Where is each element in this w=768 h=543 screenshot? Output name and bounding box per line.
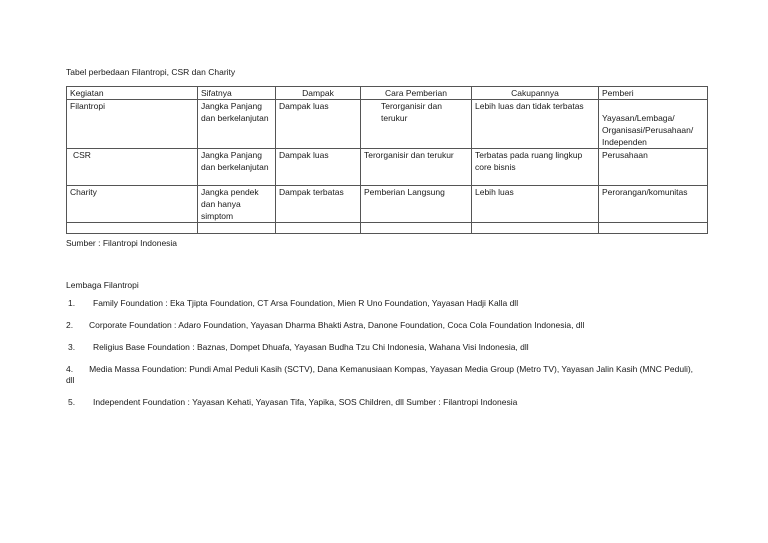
header-cell: Pemberi <box>599 87 708 100</box>
table-cell: Perusahaan <box>599 149 708 186</box>
list-number: 5. <box>68 397 76 407</box>
table-cell: Lebih luas <box>472 186 599 223</box>
table-cell <box>198 223 276 234</box>
header-cell: Kegiatan <box>67 87 198 100</box>
table-cell: Jangka Panjang dan berkelanjutan <box>198 149 276 186</box>
table-cell: Pemberian Langsung <box>361 186 472 223</box>
table-cell: Dampak terbatas <box>276 186 361 223</box>
header-cell: Cara Pemberian <box>361 87 472 100</box>
table-cell <box>276 223 361 234</box>
list-text: Family Foundation : Eka Tjipta Foundation, CT Arsa Foundation, Mien R Uno Foundation, Yayasan Hadji Kalla dll <box>93 298 519 308</box>
header-cell: Dampak <box>276 87 361 100</box>
table-cell: CSR <box>67 149 198 186</box>
table-cell <box>472 223 599 234</box>
table-row <box>67 100 708 149</box>
table-cell: Terorganisir dan terukur <box>361 149 472 186</box>
list-text: Religius Base Foundation : Baznas, Dompet Dhuafa, Yayasan Budha Tzu Chi Indonesia, Wahana Visi Indonesia, dll <box>93 342 529 352</box>
list-text: Independent Foundation : Yayasan Kehati, Yayasan Tifa, Yapika, SOS Children, dll Sumber : Filantropi Indonesia <box>93 397 518 407</box>
table-cell: Dampak luas <box>276 100 361 149</box>
table-cell: Filantropi <box>67 100 198 149</box>
list-item <box>66 298 696 309</box>
table-row <box>67 186 708 223</box>
table-cell <box>361 223 472 234</box>
list-text: Corporate Foundation : Adaro Foundation, Yayasan Dharma Bhakti Astra, Danone Foundation, Coca Cola Foundation Indonesia, dll <box>89 320 585 330</box>
table-cell <box>67 223 198 234</box>
table-cell: Terorganisir dan terukur <box>361 100 472 149</box>
table-source: Sumber : Filantropi Indonesia <box>66 238 178 248</box>
section-title: Lembaga Filantropi <box>66 280 139 290</box>
list-item <box>66 364 696 386</box>
table-cell: Dampak luas <box>276 149 361 186</box>
list-item <box>66 342 696 353</box>
table-title: Tabel perbedaan Filantropi, CSR dan Charity <box>66 67 236 77</box>
table-cell <box>599 223 708 234</box>
table-cell: Terbatas pada ruang lingkup core bisnis <box>472 149 599 186</box>
list-text: Media Massa Foundation: Pundi Amal Peduli Kasih (SCTV), Dana Kemanusiaan Kompas, Yayasan Media Group (Metro TV), Yayasan Jalin Kasih (MNC Peduli), dll <box>66 364 694 385</box>
table-row-empty <box>67 223 708 234</box>
list-item <box>66 320 696 331</box>
table-row <box>67 149 708 186</box>
list-number: 4. <box>66 364 74 374</box>
table-cell: Perorangan/komunitas <box>599 186 708 223</box>
table-cell: Lebih luas dan tidak terbatas <box>472 100 599 149</box>
table-cell: Charity <box>67 186 198 223</box>
list-number: 2. <box>66 320 74 330</box>
foundation-list <box>66 298 696 408</box>
header-cell: Sifatnya <box>198 87 276 100</box>
list-number: 1. <box>68 298 76 308</box>
comparison-table <box>66 86 708 234</box>
table-header-row <box>67 87 708 100</box>
table-cell: Yayasan/Lembaga/ Organisasi/Perusahaan/ Independen <box>599 100 708 149</box>
list-number: 3. <box>68 342 76 352</box>
table-cell: Jangka pendek dan hanya simptom <box>198 186 276 223</box>
list-item <box>66 397 696 408</box>
header-cell: Cakupannya <box>472 87 599 100</box>
table-cell: Jangka Panjang dan berkelanjutan <box>198 100 276 149</box>
